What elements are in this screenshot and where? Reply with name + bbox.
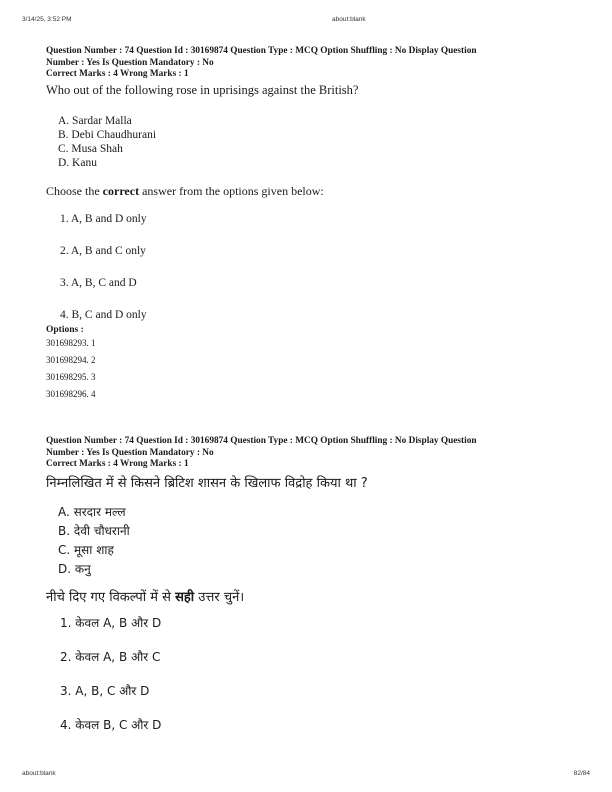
question-text: Who out of the following rose in uprisings against the British?	[46, 82, 359, 97]
instruction-post: answer from the options given below:	[139, 183, 324, 198]
answer-choice: 3. A, B, C और D	[60, 683, 150, 698]
answer-choice: 2. A, B and C only	[60, 244, 146, 257]
answer-choice: 4. B, C and D only	[60, 308, 147, 321]
statement-list	[58, 503, 576, 579]
page-number: 82/84	[573, 770, 590, 777]
instruction-pre: नीचे दिए गए विकल्पों में से	[46, 589, 176, 605]
print-title: about:blank	[332, 16, 366, 23]
option-id: 301698294. 2	[46, 354, 96, 365]
statement-item: A. सरदार मल्ल	[58, 504, 126, 519]
answer-choice: 1. A, B and D only	[60, 212, 147, 225]
question-meta-line-1: Question Number : 74 Question Id : 30169874 Question Type : MCQ Option Shuffling : No Display Question	[46, 436, 477, 446]
question-block-hindi	[46, 436, 576, 735]
question-meta-line-2: Number : Yes Is Question Mandatory : No	[46, 447, 214, 458]
statement-item: A. Sardar Malla	[58, 114, 132, 127]
question-block-english	[46, 46, 576, 403]
instruction-bold: correct	[102, 183, 140, 198]
question-text: निम्नलिखित में से किसने ब्रिटिश शासन के खिलाफ विद्रोह किया था ?	[46, 475, 368, 491]
print-url: about:blank	[22, 770, 56, 777]
statement-item: D. Kanu	[58, 156, 97, 169]
statement-item: D. कनु	[58, 561, 91, 576]
print-datetime: 3/14/25, 3:52 PM	[22, 16, 72, 23]
instruction-bold: सही	[175, 589, 195, 605]
answer-choice: 4. केवल B, C और D	[60, 717, 162, 732]
question-meta-line-1: Question Number : 74 Question Id : 30169874 Question Type : MCQ Option Shuffling : No Display Question	[46, 46, 477, 56]
instruction-post: उत्तर चुनें।	[194, 589, 245, 605]
browser-print-header	[22, 16, 590, 23]
answer-choices	[60, 613, 576, 735]
option-id: 301698293. 1	[46, 337, 96, 348]
answer-choice: 1. केवल A, B और D	[60, 615, 162, 630]
option-id: 301698295. 3	[46, 371, 96, 382]
options-label: Options :	[46, 324, 84, 335]
instruction-text	[46, 587, 576, 605]
statement-list	[58, 114, 576, 170]
instruction-pre: Choose the	[46, 183, 103, 198]
browser-print-footer	[22, 770, 590, 777]
marks-line: Correct Marks : 4 Wrong Marks : 1	[46, 459, 189, 469]
question-meta-line-2: Number : Yes Is Question Mandatory : No	[46, 57, 214, 68]
answer-choice: 3. A, B, C and D	[60, 276, 137, 289]
statement-item: B. Debi Chaudhurani	[58, 128, 157, 141]
instruction-text	[46, 184, 576, 199]
statement-item: B. देवी चौधरानी	[58, 523, 130, 538]
answer-choice: 2. केवल A, B और C	[60, 649, 161, 664]
statement-item: C. Musa Shah	[58, 142, 123, 155]
option-id: 301698296. 4	[46, 388, 96, 399]
answer-choices	[60, 209, 576, 325]
marks-line: Correct Marks : 4 Wrong Marks : 1	[46, 69, 189, 79]
statement-item: C. मूसा शाह	[58, 542, 114, 557]
